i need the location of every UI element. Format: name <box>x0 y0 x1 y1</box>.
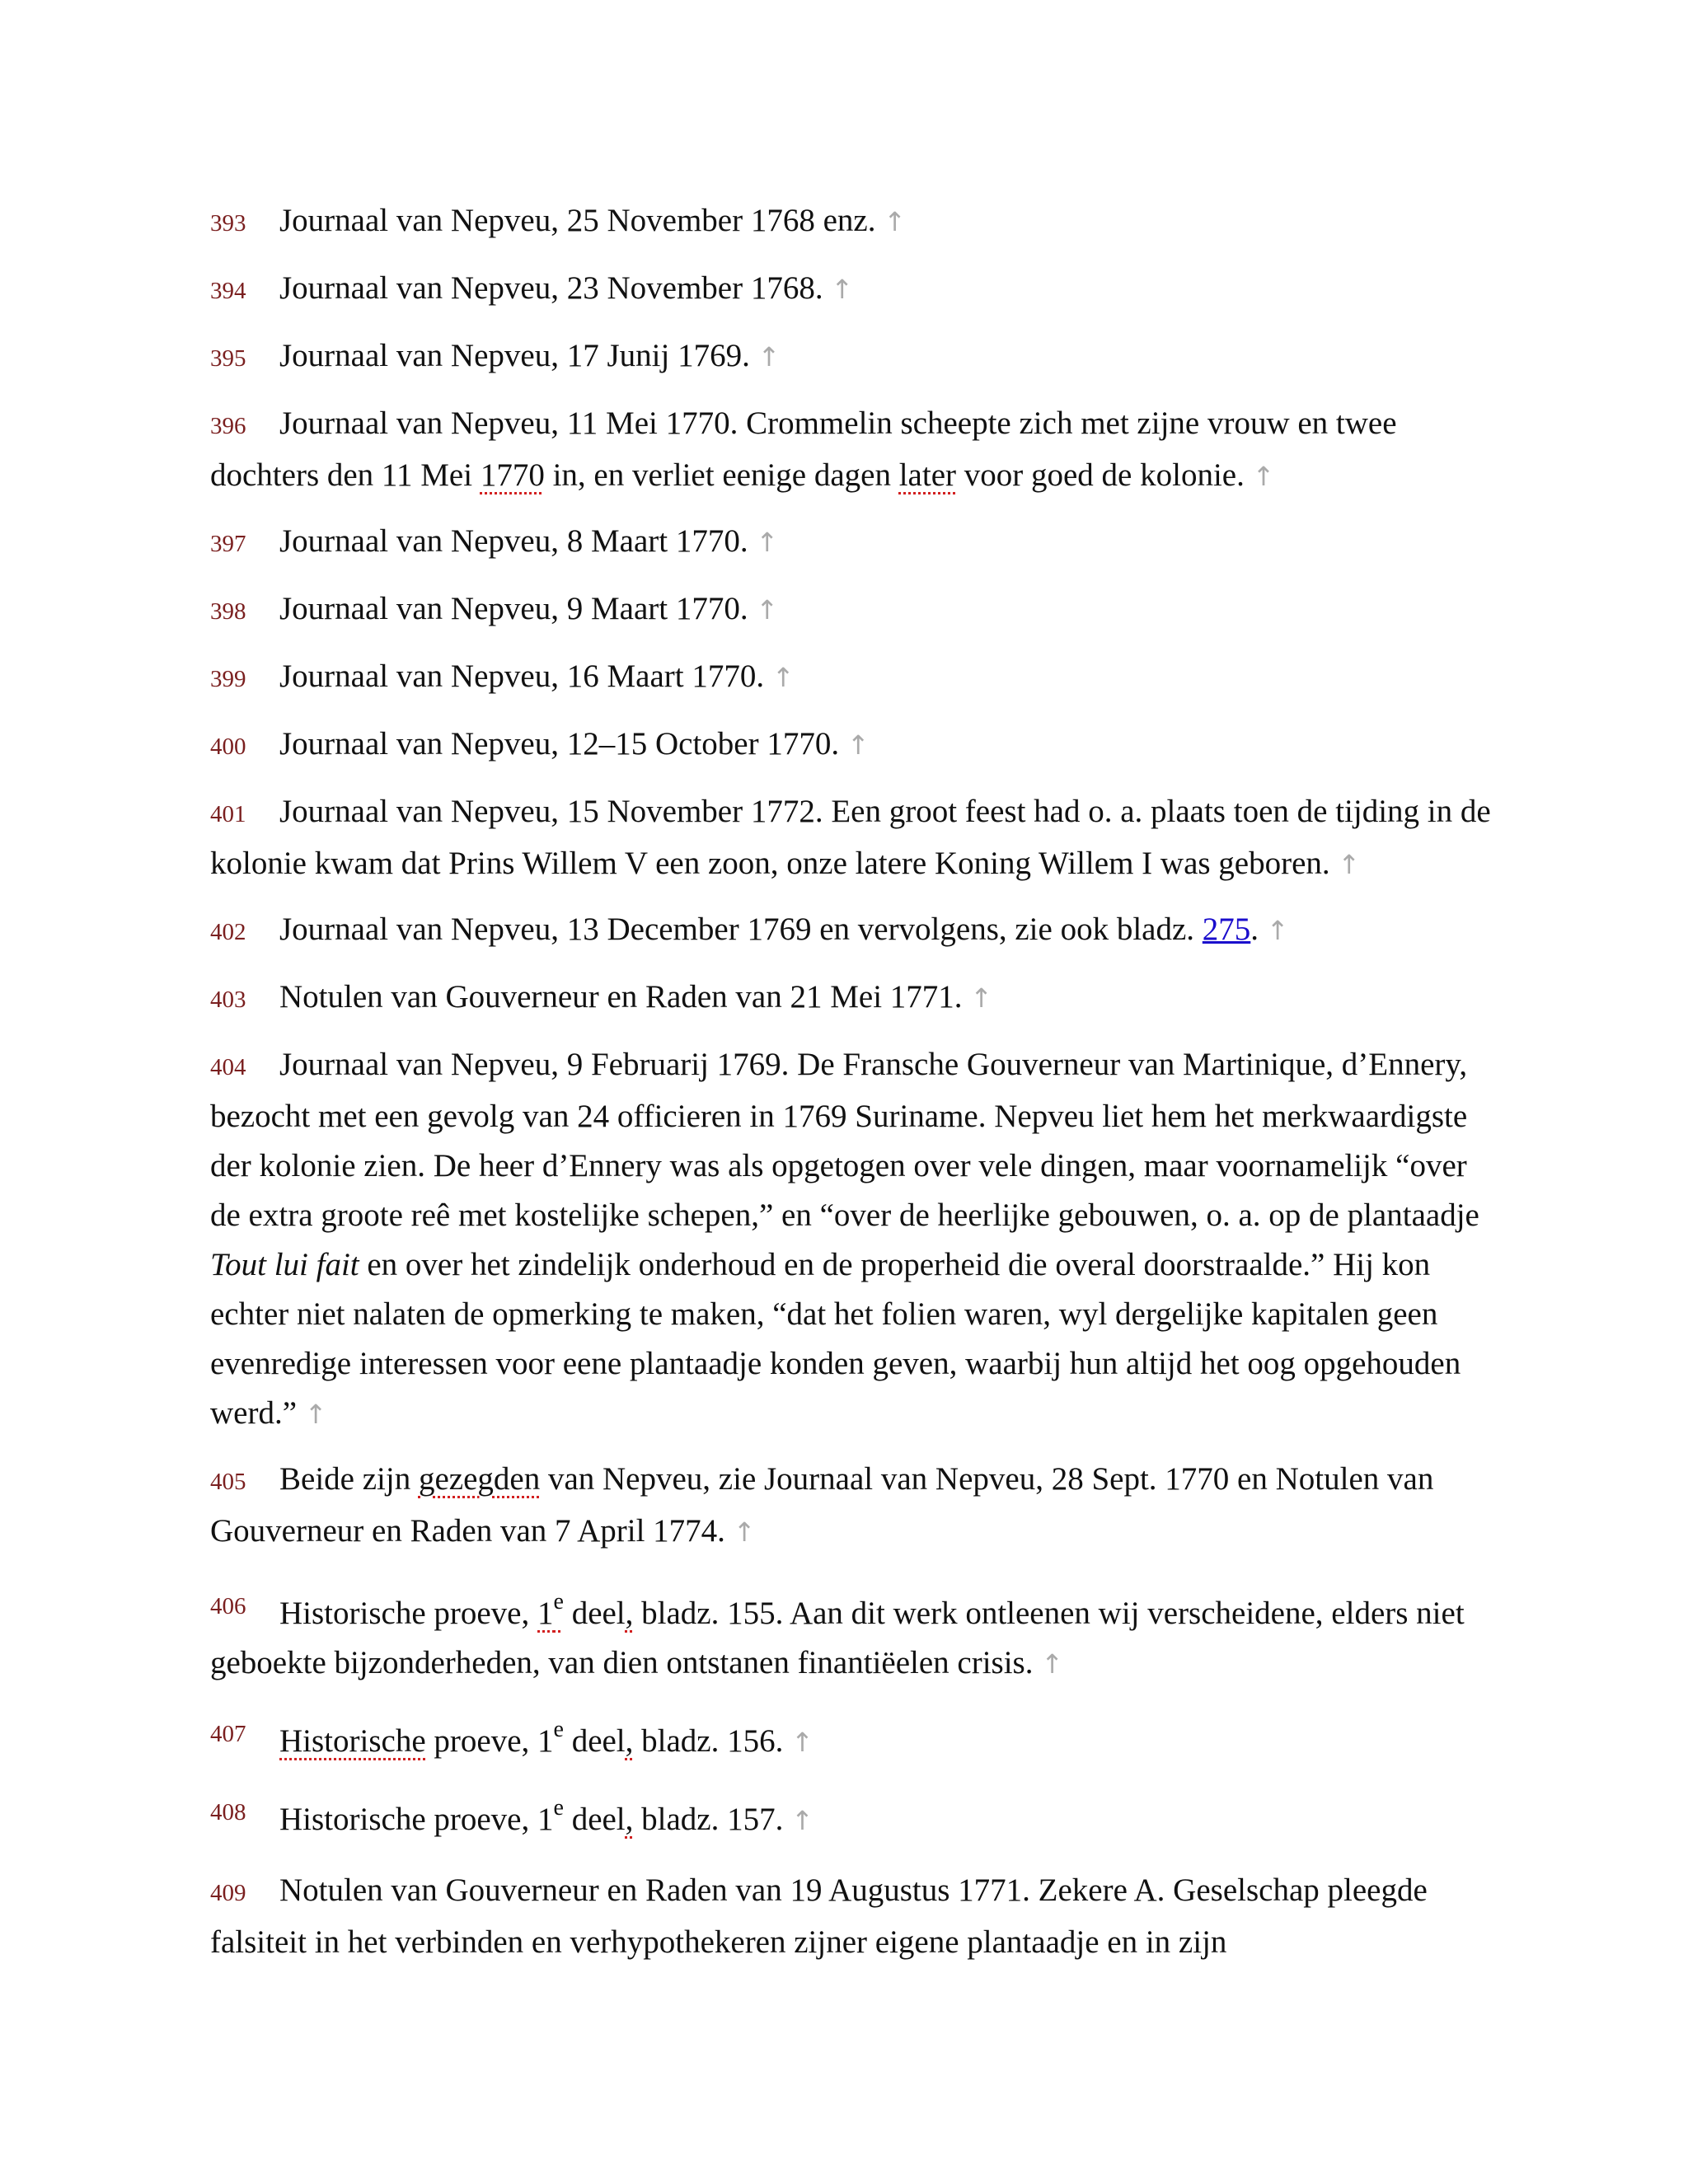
footnote-text: bladz. 157. <box>633 1802 784 1837</box>
footnote-text: Journaal van Nepveu, 23 November 1768. <box>279 270 823 306</box>
footnote-text: Historische proeve, 1 <box>279 1802 554 1837</box>
footnote-text: Journaal van Nepveu, 17 Junij 1769. <box>279 338 750 373</box>
italic-plantation-name: Tout lui fait <box>210 1247 359 1282</box>
footnote-409 <box>210 1866 1496 1967</box>
back-arrow-icon[interactable]: ↑ <box>791 1805 814 1836</box>
footnote-text: proeve, 1 <box>425 1723 554 1759</box>
footnote-text: Journaal van Nepveu, 9 Februarij 1769. De Fransche Gouverneur van Martinique, d’Ennery, bezocht met een gevolg van 24 officieren in 1769 Suriname. Nepveu liet hem het merkwaardigste der kolonie zien. De heer d’Ennery was als opgetogen over vele dingen, maar voornamelijk “over de extra groote reê met kostelijke schepen,” en “over de heerlijke gebouwen, o. a. op de plantaadje <box>210 1047 1479 1233</box>
footnote-401 <box>210 787 1496 889</box>
back-arrow-icon[interactable]: ↑ <box>970 982 993 1014</box>
back-arrow-icon[interactable]: ↑ <box>1266 915 1289 946</box>
back-arrow-icon[interactable]: ↑ <box>884 206 907 237</box>
footnote-405 <box>210 1455 1496 1557</box>
back-arrow-icon[interactable]: ↑ <box>791 1727 814 1758</box>
footnote-text: deel <box>563 1723 626 1759</box>
back-arrow-icon[interactable]: ↑ <box>1041 1648 1064 1680</box>
footnote-406 <box>210 1582 1496 1689</box>
footnote-text: en over het zindelijk onderhoud en de properheid die overal doorstraalde.” Hij kon echter niet nalaten de opmerking te maken, “dat het folien waren, wyl dergelijke kapitalen geen evenredige interessen voor eene plantaadje konden geven, waarbij hun altijd het oog opgehouden werd.” <box>210 1247 1461 1431</box>
footnote-text: Journaal van Nepveu, 13 December 1769 en vervolgens, zie ook bladz. <box>279 912 1203 947</box>
back-arrow-icon[interactable]: ↑ <box>1338 849 1361 880</box>
footnote-text: Journaal van Nepveu, 12–15 October 1770. <box>279 726 840 762</box>
back-arrow-icon[interactable]: ↑ <box>846 729 870 761</box>
footnote-number[interactable]: 409 <box>210 1880 246 1906</box>
back-arrow-icon[interactable]: ↑ <box>831 274 854 305</box>
footnote-399 <box>210 652 1496 704</box>
footnote-text: Journaal van Nepveu, 9 Maart 1770. <box>279 591 748 626</box>
footnote-text: bladz. 155. Aan dit werk ontleenen wij verscheidene, elders niet geboekte bijzonderheden, van dien ontstanen finantiëelen crisis. <box>210 1596 1465 1680</box>
spellcheck-flagged-word: 1770 <box>480 457 545 493</box>
footnote-395 <box>210 331 1496 383</box>
footnote-text: Journaal van Nepveu, 25 November 1768 enz. <box>279 203 876 238</box>
ordinal-suffix: e <box>553 1795 564 1821</box>
footnote-408 <box>210 1788 1496 1845</box>
footnote-number[interactable]: 395 <box>210 345 246 372</box>
footnote-text: Historische proeve, <box>279 1596 537 1631</box>
footnote-number[interactable]: 408 <box>210 1799 246 1825</box>
back-arrow-icon[interactable]: ↑ <box>1252 461 1275 492</box>
footnote-text: . <box>1250 912 1259 947</box>
footnote-text: deel <box>563 1596 626 1631</box>
spellcheck-flagged-word: Historische <box>279 1723 426 1759</box>
back-arrow-icon[interactable]: ↑ <box>771 662 795 693</box>
back-arrow-icon[interactable]: ↑ <box>757 341 781 373</box>
footnote-number[interactable]: 399 <box>210 666 246 692</box>
footnote-number[interactable]: 403 <box>210 987 246 1013</box>
footnote-number[interactable]: 407 <box>210 1721 246 1747</box>
spellcheck-flagged-word <box>537 1589 564 1631</box>
footnote-number[interactable]: 397 <box>210 531 246 557</box>
ordinal-suffix: e <box>553 1717 564 1742</box>
footnote-text: Journaal van Nepveu, 8 Maart 1770. <box>279 523 748 559</box>
footnote-number[interactable]: 396 <box>210 413 246 439</box>
footnote-number[interactable]: 402 <box>210 919 246 945</box>
footnote-number[interactable]: 400 <box>210 733 246 760</box>
footnote-number[interactable]: 405 <box>210 1469 246 1495</box>
footnote-text: Journaal van Nepveu, 16 Maart 1770. <box>279 658 765 694</box>
spellcheck-flagged-word: gezegden <box>418 1461 541 1497</box>
footnote-398 <box>210 584 1496 636</box>
footnote-text: in, en verliet eenige dagen <box>544 457 899 493</box>
spellcheck-flagged-comma: , <box>625 1596 634 1631</box>
footnote-number[interactable]: 394 <box>210 278 246 304</box>
footnote-393 <box>210 196 1496 248</box>
footnote-text: van Nepveu, zie Journaal van Nepveu, 28 Sept. 1770 en Notulen van Gouverneur en Raden van 7 April 1774. <box>210 1461 1434 1549</box>
spellcheck-flagged-comma: , <box>625 1723 634 1759</box>
footnote-404 <box>210 1040 1496 1439</box>
footnote-394 <box>210 264 1496 316</box>
footnote-number[interactable]: 393 <box>210 210 246 237</box>
footnote-407 <box>210 1709 1496 1767</box>
footnote-text: deel <box>563 1802 626 1837</box>
footnote-text: Notulen van Gouverneur en Raden van 21 Mei 1771. <box>279 979 963 1015</box>
footnote-number[interactable]: 401 <box>210 801 246 827</box>
footnote-text: Journaal van Nepveu, 11 Mei 1770. Crommelin scheepte zich met zijne vrouw en twee dochters den 11 Mei <box>210 405 1397 493</box>
spellcheck-flagged-word: later <box>898 457 956 493</box>
back-arrow-icon[interactable]: ↑ <box>756 594 779 626</box>
footnote-402 <box>210 905 1496 957</box>
ordinal-number: 1 <box>537 1596 554 1631</box>
back-arrow-icon[interactable]: ↑ <box>304 1399 327 1430</box>
spellcheck-flagged-comma: , <box>625 1802 634 1837</box>
back-arrow-icon[interactable]: ↑ <box>733 1516 756 1548</box>
footnote-text: voor goed de kolonie. <box>956 457 1245 493</box>
footnote-400 <box>210 719 1496 771</box>
footnote-text: Notulen van Gouverneur en Raden van 19 Augustus 1771. Zekere A. Geselschap pleegde falsiteit in het verbinden en verhypothekeren zijner eigene plantaadje en in zijn <box>210 1872 1428 1960</box>
footnote-number[interactable]: 404 <box>210 1054 246 1080</box>
back-arrow-icon[interactable]: ↑ <box>756 527 779 558</box>
ordinal-suffix: e <box>553 1589 564 1615</box>
footnote-403 <box>210 972 1496 1024</box>
footnote-396 <box>210 399 1496 501</box>
footnote-number[interactable]: 406 <box>210 1593 246 1619</box>
footnote-text: Journaal van Nepveu, 15 November 1772. Een groot feest had o. a. plaats toen de tijding in de kolonie kwam dat Prins Willem V een zoon, onze latere Koning Willem I was geboren. <box>210 794 1491 881</box>
footnote-text: bladz. 156. <box>633 1723 784 1759</box>
page-link[interactable]: 275 <box>1202 912 1251 947</box>
footnote-397 <box>210 517 1496 569</box>
footnotes-list <box>210 196 1496 1983</box>
footnote-text: Beide zijn <box>279 1461 419 1497</box>
footnote-number[interactable]: 398 <box>210 598 246 625</box>
